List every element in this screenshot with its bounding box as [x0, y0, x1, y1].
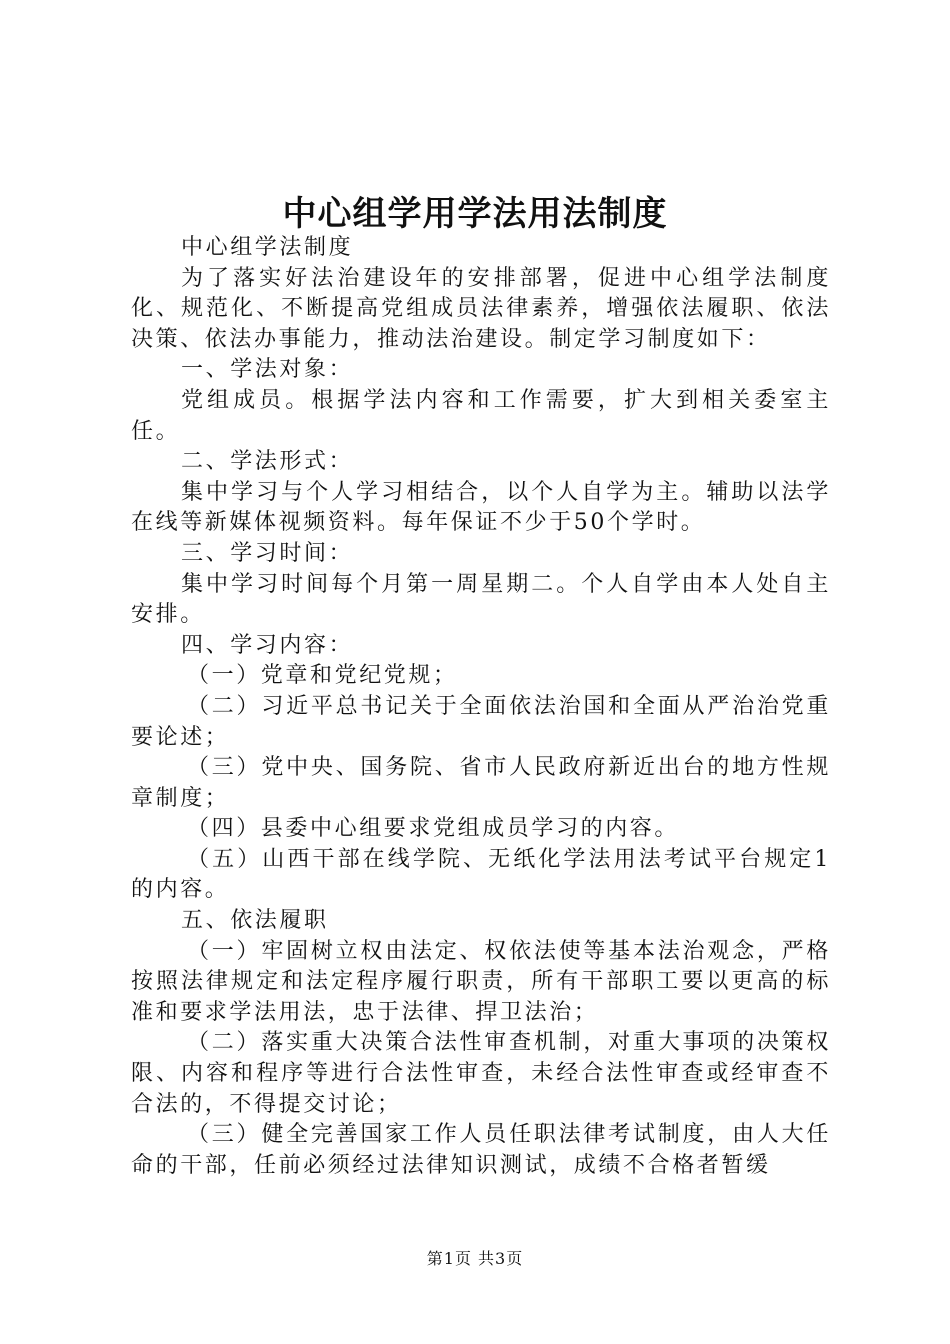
- section-5-item: （一）牢固树立权由法定、权依法使等基本法治观念，严格按照法律规定和法定程序履行职责，所有干部职工要以更高的标准和要求学法用法，忠于法律、捍卫法治；: [131, 938, 831, 1025]
- section-3-text: 集中学习时间每个月第一周星期二。个人自学由本人处自主安排。: [131, 571, 831, 628]
- document-body: [131, 233, 831, 1181]
- section-4-item: （二）习近平总书记关于全面依法治国和全面从严治治党重要论述；: [131, 693, 831, 750]
- section-3-heading: 三、学习时间：: [181, 540, 354, 566]
- section-1-heading: 一、学法对象：: [181, 357, 354, 383]
- intro-paragraph: 为了落实好法治建设年的安排部署，促进中心组学法制度化、规范化、不断提高党组成员法律素养，增强依法履职、依法决策、依法办事能力，推动法治建设。制定学习制度如下：: [131, 265, 831, 352]
- section-4-item: （三）党中央、国务院、省市人民政府新近出台的地方性规章制度；: [131, 755, 831, 811]
- page-title: 中心组学用学法用法制度: [282, 194, 668, 234]
- page-footer: 第1页 共3页: [426, 1249, 524, 1268]
- section-5-item: （三）健全完善国家工作人员任职法律考试制度，由人大任命的干部，任前必须经过法律知识测试，成绩不合格者暂缓: [131, 1122, 831, 1178]
- section-4-item: （四）县委中心组要求党组成员学习的内容。: [187, 816, 680, 842]
- section-4-item: （五）山西干部在线学院、无纸化学法用法考试平台规定1的内容。: [131, 846, 831, 903]
- section-5-item: （二）落实重大决策合法性审查机制，对重大事项的决策权限、内容和程序等进行合法性审查，未经合法性审查或经审查不合法的，不得提交讨论；: [131, 1030, 831, 1117]
- section-5-heading: 五、依法履职: [181, 908, 329, 934]
- section-2-heading: 二、学法形式：: [181, 449, 354, 475]
- section-2-text: 集中学习与个人学习相结合，以个人自学为主。辅助以法学在线等新媒体视频资料。每年保证不少于50个学时。: [131, 479, 831, 536]
- section-4-item: （一）党章和党纪党规；: [187, 663, 458, 689]
- section-4-heading: 四、学习内容：: [181, 632, 354, 658]
- section-1-text: 党组成员。根据学法内容和工作需要，扩大到相关委室主任。: [131, 387, 831, 444]
- subtitle: 中心组学法制度: [181, 235, 354, 260]
